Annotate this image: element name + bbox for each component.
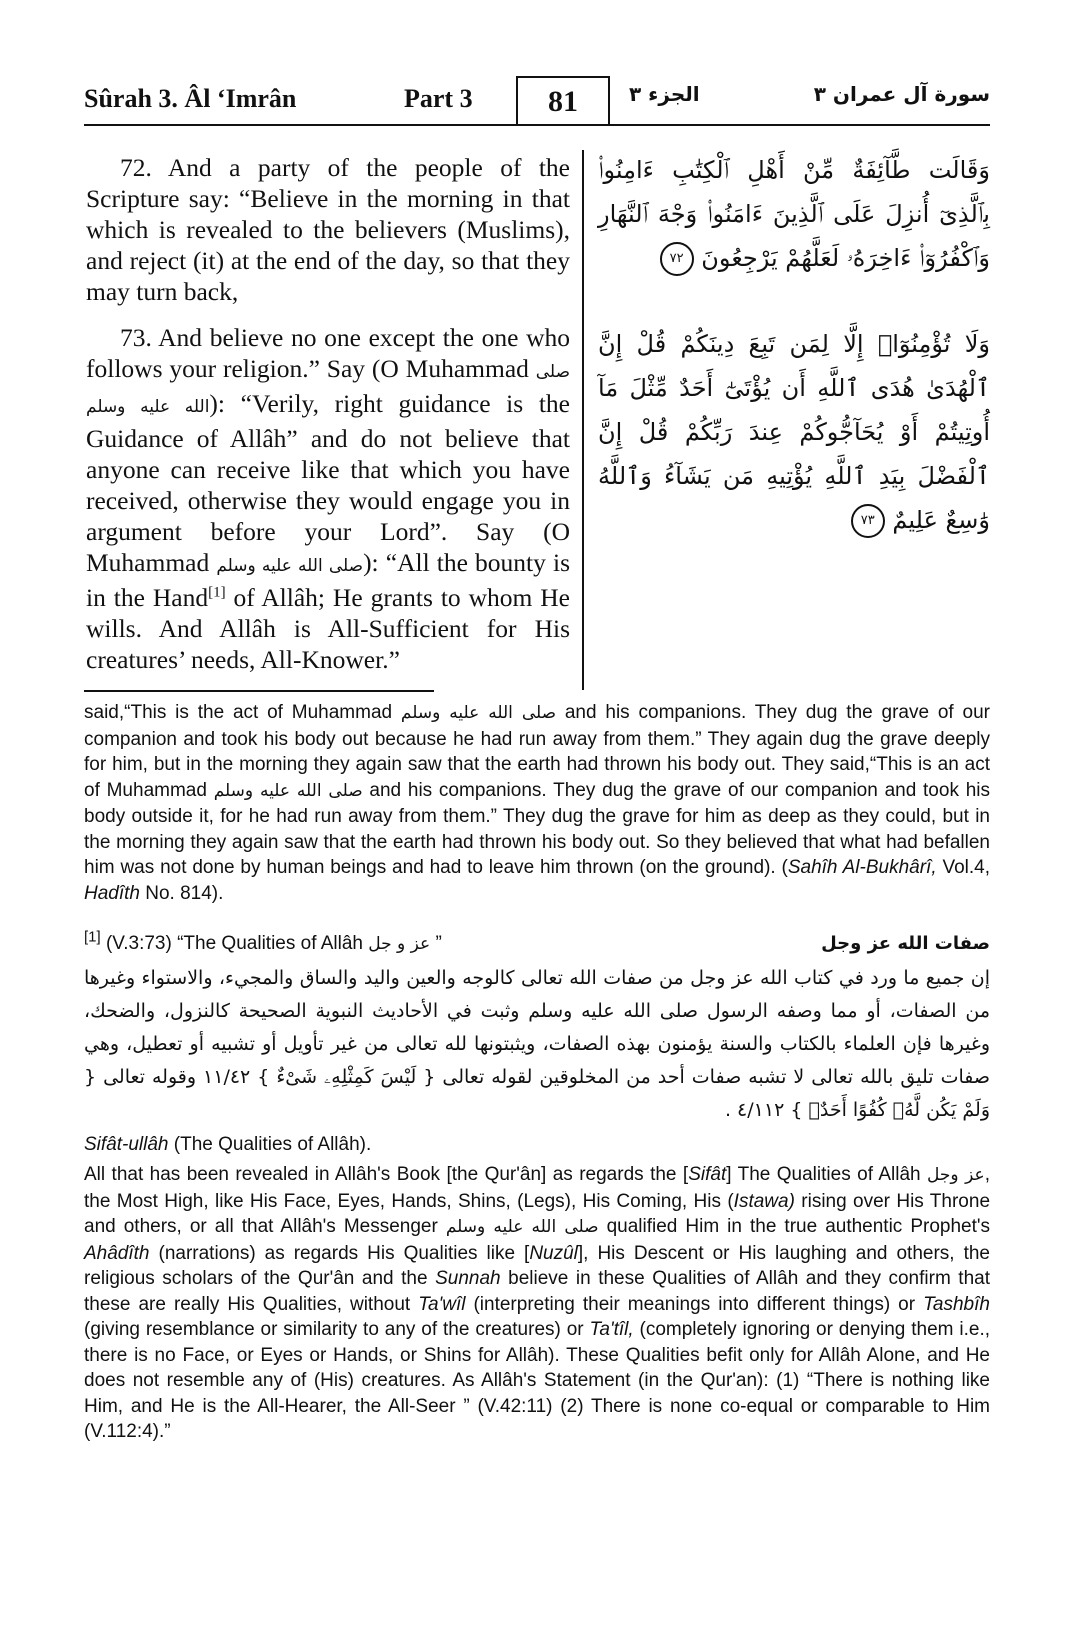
fn-term: Ta'wîl: [418, 1293, 466, 1315]
fn-text: Vol.4,: [936, 857, 990, 878]
fn-term: Sifât: [688, 1164, 727, 1185]
verse-72-arabic: [598, 148, 990, 280]
fn-text: (narrations) as regards His Qualities like [: [149, 1242, 530, 1264]
verse-72-english: [86, 152, 570, 307]
page-header: [84, 76, 990, 126]
verse-73-text-1: 73. And believe no one except the one who follows your religion.” Say (O Muhammad: [86, 323, 570, 383]
fn-heading-close: ”: [430, 933, 442, 954]
fn-text: ] The Qualities of Allâh: [726, 1164, 928, 1185]
sifat-ullah-line: [84, 1132, 990, 1158]
fn-text: (completely ignoring or denying them i.e., there is no Face, or Eyes or Hands, or Shins for Allâh). These Qualities befit only for Allâh Alone, and He does not resemble any of (His) creatures. As Allâh's Statement (in the Qur'an): (1) “There is nothing like Him, and He is the All-Hearer, the All-Seer ” (V.42:11) (2) There is none co-equal or comparable to Him (V.112:4).”: [84, 1319, 990, 1442]
fn-term: Istawa): [733, 1190, 795, 1212]
footnote-continuation: [84, 700, 990, 906]
fn-text: and his companions. They dug the grave of our companion and took his body outside it, for he had run away from them.” They dug the grave for him as deep as they could, but in the morning they again saw that the earth had thrown his body out. So they believed that what had befallen him was not done by human beings and had to leave him thrown (on the ground). (: [84, 779, 990, 878]
footnote-1-heading: [84, 928, 990, 959]
fn-text: and his companions. They dug the grave of our companion and took his body out because he had run away from them.” They again dug the grave deeply for him, but in the morning they again saw that the earth had thrown his body out. They said,“This is an act of Muhammad: [84, 702, 990, 801]
fn-text: believe in these Qualities of Allâh and they confirm that these are really His Qualities, without: [84, 1268, 991, 1315]
ayah-number-73: ٧٣: [851, 504, 885, 538]
salutation-text: صلى الله عليه وسلم: [445, 1217, 599, 1237]
salutation-text: صلى الله عليه وسلم: [216, 556, 364, 576]
verse-73-translation: [86, 322, 570, 675]
fn-term: Nuzûl: [529, 1242, 578, 1264]
fn-term: Tashbîh: [923, 1293, 990, 1315]
fn-text: (giving resemblance or similarity to any of the creatures) or: [84, 1319, 590, 1340]
hadith-term: Hadîth: [84, 882, 140, 904]
salutation-text: صلى الله عليه وسلم: [213, 780, 363, 801]
header-rule: [84, 124, 990, 126]
sifat-term: Sifât-ullâh: [84, 1134, 169, 1155]
footnote-1-arabic-text: إن جميع ما ورد في كتاب الله عز وجل من صفات الله تعالى كالوجه والعين واليد والساق والمجيء، والاستواء وغيرها من الصفات، أو مما وصفه الرسول صلى الله عليه وسلم وثبت في الأحاديث النبوية الصحيحة كالنزول، والضحك، وغيرها فإن العلماء بالكتاب والسنة يؤمنون بهذه الصفات، ويثبتونها لله تعالى من غير تأويل أو تشبيه أو تعطيل، وهي صفات تليق بالله تعالى لا تشبه صفات أحد من المخلوقين لقوله تعالى { لَيْسَ كَمِثْلِهِۦ شَىْءٌ } ١١/٤٢ وقوله تعالى { وَلَمْ يَكُن لَّهُۥ كُفُوًا أَحَدٌۢ } ٤/١١٢ .: [84, 967, 991, 1121]
footnote-continuation-text: [84, 700, 990, 906]
fn-text: No. 814).: [139, 882, 224, 904]
fn-text: All that has been revealed in Allâh's Book [the Qur'ân] as regards the [: [84, 1164, 689, 1185]
fn-term: Ta'tîl,: [589, 1319, 634, 1340]
footnote-reference: [1]: [208, 584, 226, 601]
fn-term: Ahâdîth: [84, 1242, 150, 1264]
fn-term: Sunnah: [435, 1268, 501, 1289]
footnote-marker: [1]: [84, 928, 101, 946]
verse-73-english: [86, 322, 570, 675]
fn-text: qualified Him in the true authentic Prophet's: [598, 1216, 990, 1237]
azza-wa-jal-text: عز وجل: [927, 1165, 985, 1185]
salutation-text: صلى الله عليه وسلم: [400, 703, 557, 723]
verse-73-text-3: ): “All the bounty is in the Hand: [86, 548, 570, 612]
surah-title-english: Sûrah 3. Âl ‘Imrân: [84, 84, 297, 113]
part-label-arabic: الجزء ٣: [629, 82, 700, 106]
fn-text: rising over His Throne and others, or all that Allâh's Messenger: [84, 1190, 991, 1237]
surah-title-arabic: سورة آل عمران ٣: [813, 82, 990, 106]
footnote-1-heading-english: [84, 928, 442, 958]
fn-text: said,“This is the act of Muhammad: [84, 702, 401, 723]
fn-text: , the Most High, like His Face, Eyes, Hands, Shins, (Legs), His Coming, His (: [84, 1164, 990, 1212]
fn-text: ], His Descent or His laughing and others, the religious scholars of the Qur'ân and the: [84, 1242, 990, 1289]
verse-73-text-4: of Allâh; He grants to whom He wills. And Allâh is All-Sufficient for His creatures’ needs, All-Knower.”: [86, 583, 570, 674]
page-number: 81: [516, 76, 610, 124]
footnote-1-body: [84, 1162, 990, 1445]
verse-73-arabic: [598, 322, 990, 542]
part-label-english: Part 3: [404, 84, 473, 113]
column-divider: [582, 150, 584, 690]
footnote-rule: [84, 690, 434, 692]
azza-wa-jal-text: عز و جل: [368, 934, 431, 954]
salutation-text: صلى الله عليه وسلم: [86, 362, 570, 417]
sifat-ullah-text: [84, 1132, 990, 1158]
verse-72-translation: 72. And a party of the people of the Scripture say: “Believe in the morning in that which is revealed to the believers (Muslims), and reject (it) at the end of the day, so that they may turn back,: [86, 153, 570, 306]
verse-73-text-2: ): “Verily, right guidance is the Guidance of Allâh” and do not believe that anyone can receive like that which you have received, otherwise they would engage you in argument before your Lord”. Say (O Muhammad: [86, 389, 570, 577]
fn-heading-text: (V.3:73) “The Qualities of Allâh: [100, 933, 369, 954]
fn-text: (The Qualities of Allâh).: [168, 1134, 372, 1155]
source-title: Sahîh Al-Bukhârî,: [787, 857, 937, 878]
fn-text: (interpreting their meanings into different things) or: [465, 1293, 924, 1315]
verse-72-arabic-text: وَقَالَت طَّآئِفَةٌ مِّنْ أَهْلِ ٱلْكِتَٰبِ ءَامِنُوا۟ بِٱلَّذِىٓ أُنزِلَ عَلَى ٱلَّذِينَ ءَامَنُوا۟ وَجْهَ ٱلنَّهَارِ وَٱكْفُرُوٓا۟ ءَاخِرَهُۥ لَعَلَّهُمْ يَرْجِعُونَ: [598, 156, 990, 272]
footnote-1-heading-arabic: صفات الله عز وجل: [821, 933, 990, 954]
ayah-number-72: ٧٢: [660, 242, 694, 276]
verse-73-arabic-text: وَلَا تُؤْمِنُوٓا۟ إِلَّا لِمَن تَبِعَ دِينَكُمْ قُلْ إِنَّ ٱلْهُدَىٰ هُدَى ٱللَّهِ أَن يُؤْتَىٰٓ أَحَدٌ مِّثْلَ مَآ أُوتِيتُمْ أَوْ يُحَآجُّوكُمْ عِندَ رَبِّكُمْ قُلْ إِنَّ ٱلْفَضْلَ بِيَدِ ٱللَّهِ يُؤْتِيهِ مَن يَشَآءُ وَٱللَّهُ وَٰسِعٌ عَلِيمٌ: [598, 330, 990, 534]
footnote-1-body-text: [84, 1162, 990, 1445]
